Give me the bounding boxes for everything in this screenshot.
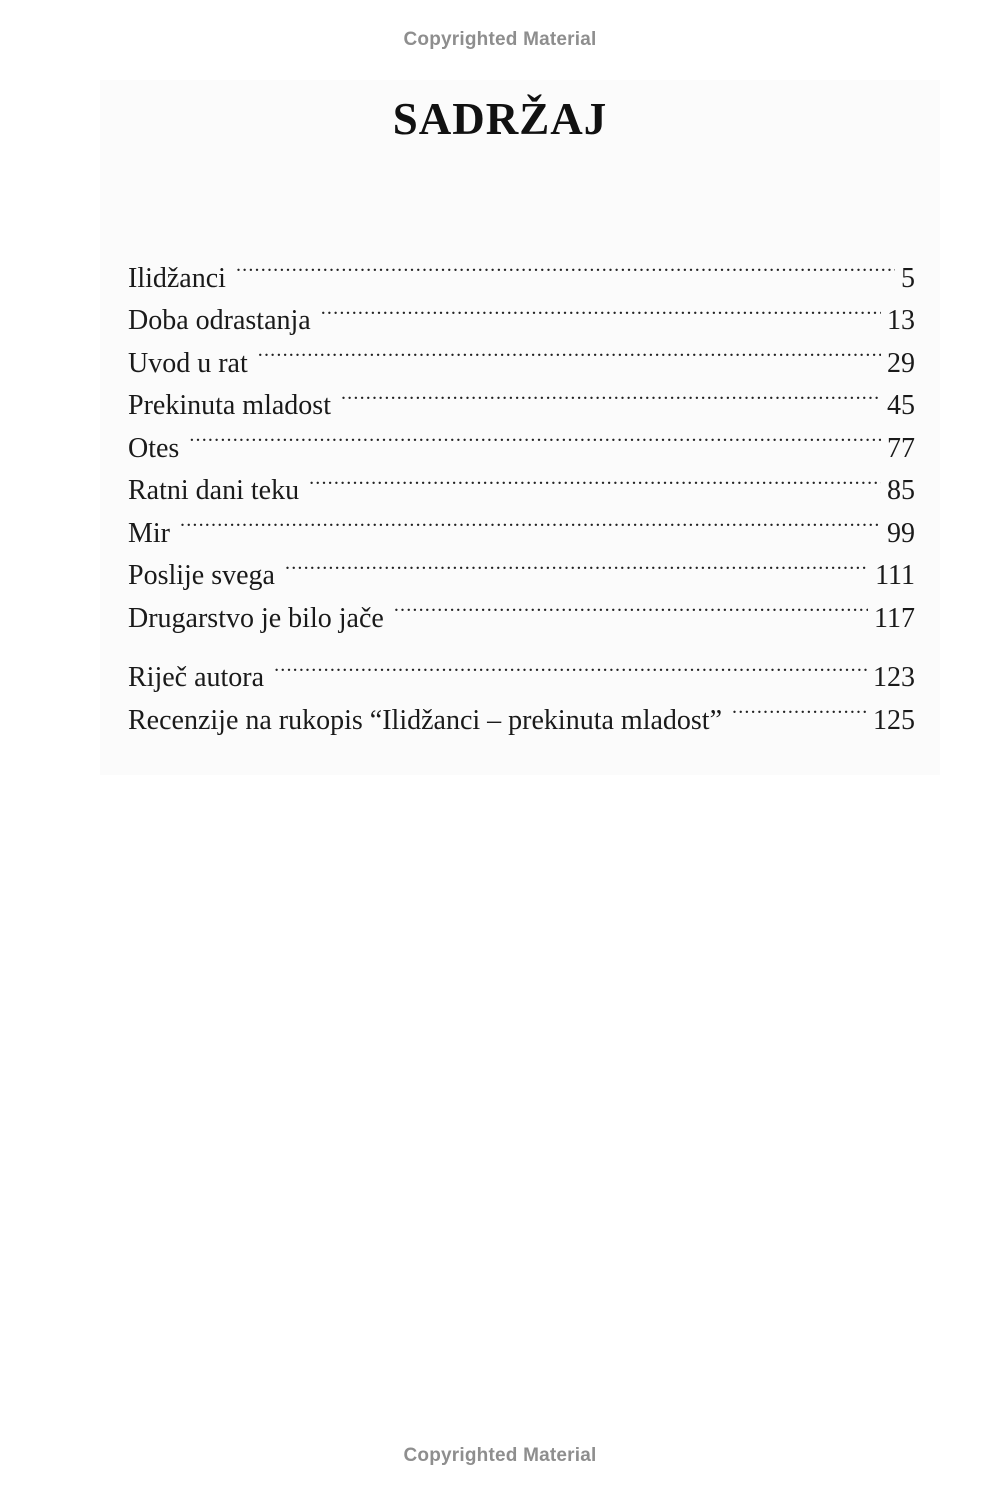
toc-leader-dots [341,372,881,415]
toc-entry [128,542,915,591]
toc-leader-dots [180,499,881,542]
toc-leader-dots [394,584,868,627]
toc-entry-label: Ilidžanci [128,262,226,294]
toc-entry-page: 85 [887,475,915,506]
toc-entry-label: Uvod u rat [128,347,248,379]
toc-entry-page: 111 [875,560,915,591]
toc-entry-page: 5 [901,262,915,294]
toc-entry-label: Drugarstvo je bilo jače [128,602,384,634]
page-title: SADRŽAJ [392,94,608,144]
toc-entry [128,644,915,693]
toc-entry-page: 99 [887,517,915,549]
toc-leader-dots [321,287,881,330]
toc-entry-label: Recenzije na rukopis “Ilidžanci – prekinuta mladost” [128,704,723,736]
toc-entry-label: Mir [128,517,170,549]
toc-entry-page: 29 [887,347,915,379]
table-of-contents [128,244,915,736]
toc-leader-dots [258,329,881,372]
toc-entry-label: Prekinuta mladost [128,390,331,421]
toc-leader-dots [285,542,869,585]
toc-entry [128,414,915,464]
toc-leader-dots [309,457,881,500]
toc-entry [128,457,915,506]
toc-leader-dots [274,644,867,687]
toc-entry-label: Doba odrastanja [128,305,311,336]
toc-entry-page: 117 [874,602,915,634]
toc-entry-page: 77 [887,432,915,464]
toc-entry-page: 45 [887,390,915,421]
toc-entry-label: Poslije svega [128,560,275,591]
toc-entry-label: Otes [128,432,180,464]
toc-leader-dots [189,414,881,457]
toc-entry-page: 125 [873,704,915,736]
toc-leader-dots [732,686,867,729]
toc-leader-dots [236,244,895,287]
toc-entry [128,244,915,294]
copyright-watermark-top: Copyrighted Material [403,29,597,50]
toc-entry-label: Ratni dani teku [128,475,300,506]
toc-entry-page: 13 [887,305,915,336]
toc-entry [128,499,915,549]
toc-entry [128,287,915,336]
copyright-watermark-bottom: Copyrighted Material [403,1445,597,1466]
toc-entry-page: 123 [873,662,915,693]
toc-entry-label: Riječ autora [128,662,265,693]
